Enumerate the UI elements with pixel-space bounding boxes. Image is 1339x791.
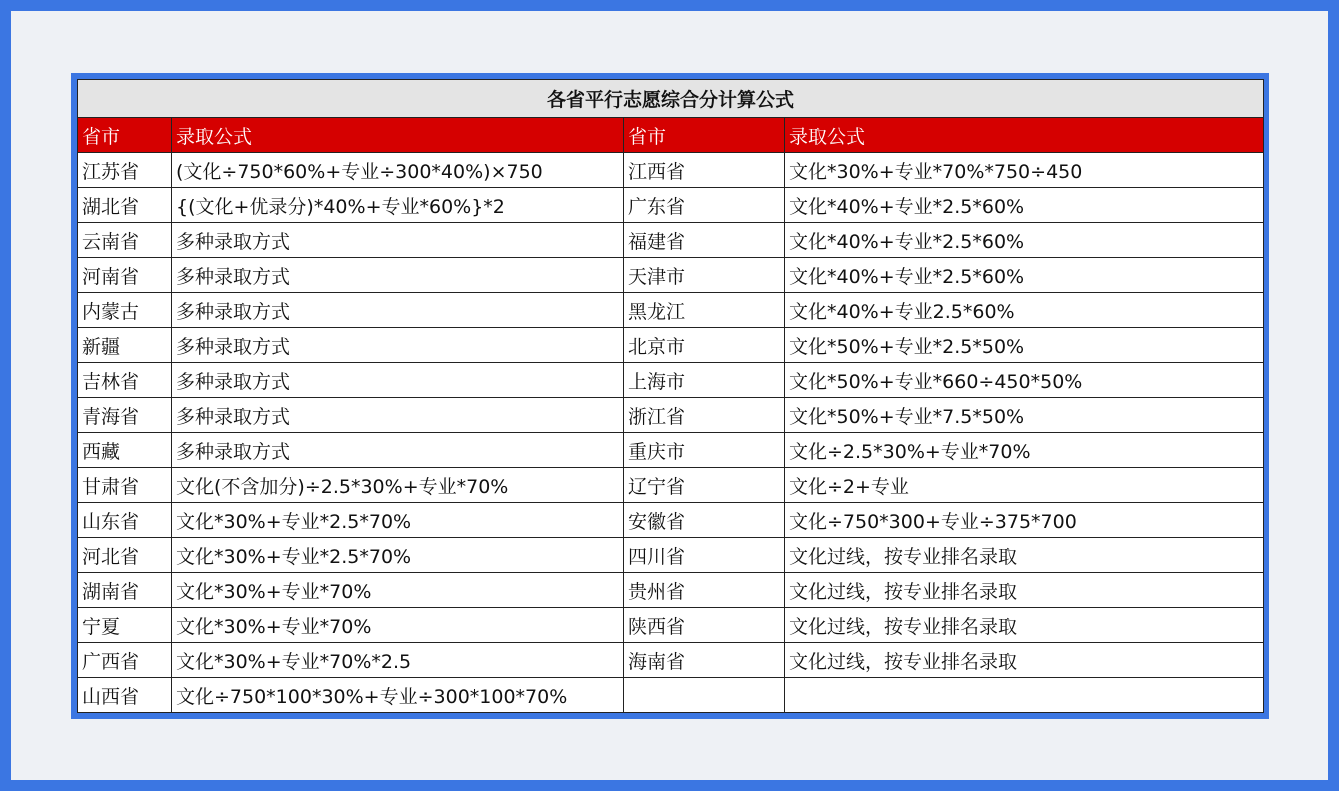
table-row [78, 608, 1264, 643]
title-row [78, 80, 1264, 118]
formula-cell: 文化(不含加分)÷2.5*30%+专业*70% [172, 468, 624, 503]
province-cell: 海南省 [624, 643, 785, 678]
formula-cell: 多种录取方式 [172, 223, 624, 258]
table-row [78, 573, 1264, 608]
province-cell [624, 678, 785, 713]
formula-cell: 文化*30%+专业*2.5*70% [172, 503, 624, 538]
province-cell: 湖南省 [78, 573, 172, 608]
province-cell: 西藏 [78, 433, 172, 468]
table-row [78, 293, 1264, 328]
formula-cell: 多种录取方式 [172, 398, 624, 433]
header-row [78, 118, 1264, 153]
province-cell: 四川省 [624, 538, 785, 573]
table-row [78, 223, 1264, 258]
header-formula-1: 录取公式 [172, 118, 624, 153]
formula-cell: 多种录取方式 [172, 293, 624, 328]
province-cell: 甘肃省 [78, 468, 172, 503]
formula-cell: 文化*40%+专业*2.5*60% [785, 223, 1264, 258]
table-row [78, 258, 1264, 293]
formula-cell: 文化÷2+专业 [785, 468, 1264, 503]
province-cell: 河北省 [78, 538, 172, 573]
formula-cell: 文化过线，按专业排名录取 [785, 573, 1264, 608]
formula-cell: 文化÷750*100*30%+专业÷300*100*70% [172, 678, 624, 713]
table-title: 各省平行志愿综合分计算公式 [78, 80, 1264, 118]
province-cell: 新疆 [78, 328, 172, 363]
province-cell: 山东省 [78, 503, 172, 538]
province-cell: 安徽省 [624, 503, 785, 538]
formula-cell: 文化*40%+专业2.5*60% [785, 293, 1264, 328]
formula-cell: 多种录取方式 [172, 258, 624, 293]
formula-cell: (文化÷750*60%+专业÷300*40%)×750 [172, 153, 624, 188]
formula-cell: 文化*40%+专业*2.5*60% [785, 258, 1264, 293]
province-cell: 福建省 [624, 223, 785, 258]
province-cell: 云南省 [78, 223, 172, 258]
formula-cell: 文化*30%+专业*70% [172, 608, 624, 643]
province-cell: 上海市 [624, 363, 785, 398]
formula-cell: 文化*30%+专业*70%*2.5 [172, 643, 624, 678]
province-cell: 天津市 [624, 258, 785, 293]
header-formula-2: 录取公式 [785, 118, 1264, 153]
table-row [78, 363, 1264, 398]
province-cell: 江西省 [624, 153, 785, 188]
province-cell: 黑龙江 [624, 293, 785, 328]
table-row [78, 678, 1264, 713]
table-frame [71, 73, 1269, 719]
formula-cell: 文化*30%+专业*2.5*70% [172, 538, 624, 573]
formula-cell: 多种录取方式 [172, 328, 624, 363]
province-cell: 广西省 [78, 643, 172, 678]
province-cell: 内蒙古 [78, 293, 172, 328]
formula-cell: 文化过线，按专业排名录取 [785, 643, 1264, 678]
formula-cell: 文化过线，按专业排名录取 [785, 538, 1264, 573]
formula-cell: 文化*40%+专业*2.5*60% [785, 188, 1264, 223]
formula-cell: 文化*30%+专业*70% [172, 573, 624, 608]
formula-table [77, 79, 1264, 713]
table-row [78, 643, 1264, 678]
table-row [78, 328, 1264, 363]
formula-cell: {(文化+优录分)*40%+专业*60%}*2 [172, 188, 624, 223]
province-cell: 贵州省 [624, 573, 785, 608]
table-row [78, 503, 1264, 538]
province-cell: 山西省 [78, 678, 172, 713]
table-row [78, 398, 1264, 433]
province-cell: 陕西省 [624, 608, 785, 643]
table-row [78, 468, 1264, 503]
province-cell: 重庆市 [624, 433, 785, 468]
formula-cell: 文化*50%+专业*660÷450*50% [785, 363, 1264, 398]
formula-cell [785, 678, 1264, 713]
province-cell: 江苏省 [78, 153, 172, 188]
province-cell: 辽宁省 [624, 468, 785, 503]
formula-cell: 文化*30%+专业*70%*750÷450 [785, 153, 1264, 188]
province-cell: 湖北省 [78, 188, 172, 223]
province-cell: 宁夏 [78, 608, 172, 643]
province-cell: 北京市 [624, 328, 785, 363]
formula-cell: 文化*50%+专业*7.5*50% [785, 398, 1264, 433]
formula-cell: 文化÷2.5*30%+专业*70% [785, 433, 1264, 468]
header-province-2: 省市 [624, 118, 785, 153]
table-body [78, 153, 1264, 713]
formula-cell: 文化过线，按专业排名录取 [785, 608, 1264, 643]
province-cell: 青海省 [78, 398, 172, 433]
header-province-1: 省市 [78, 118, 172, 153]
table-row [78, 433, 1264, 468]
formula-cell: 多种录取方式 [172, 433, 624, 468]
province-cell: 广东省 [624, 188, 785, 223]
province-cell: 河南省 [78, 258, 172, 293]
table-row [78, 538, 1264, 573]
province-cell: 吉林省 [78, 363, 172, 398]
province-cell: 浙江省 [624, 398, 785, 433]
formula-cell: 文化÷750*300+专业÷375*700 [785, 503, 1264, 538]
table-row [78, 153, 1264, 188]
formula-cell: 多种录取方式 [172, 363, 624, 398]
formula-cell: 文化*50%+专业*2.5*50% [785, 328, 1264, 363]
table-row [78, 188, 1264, 223]
